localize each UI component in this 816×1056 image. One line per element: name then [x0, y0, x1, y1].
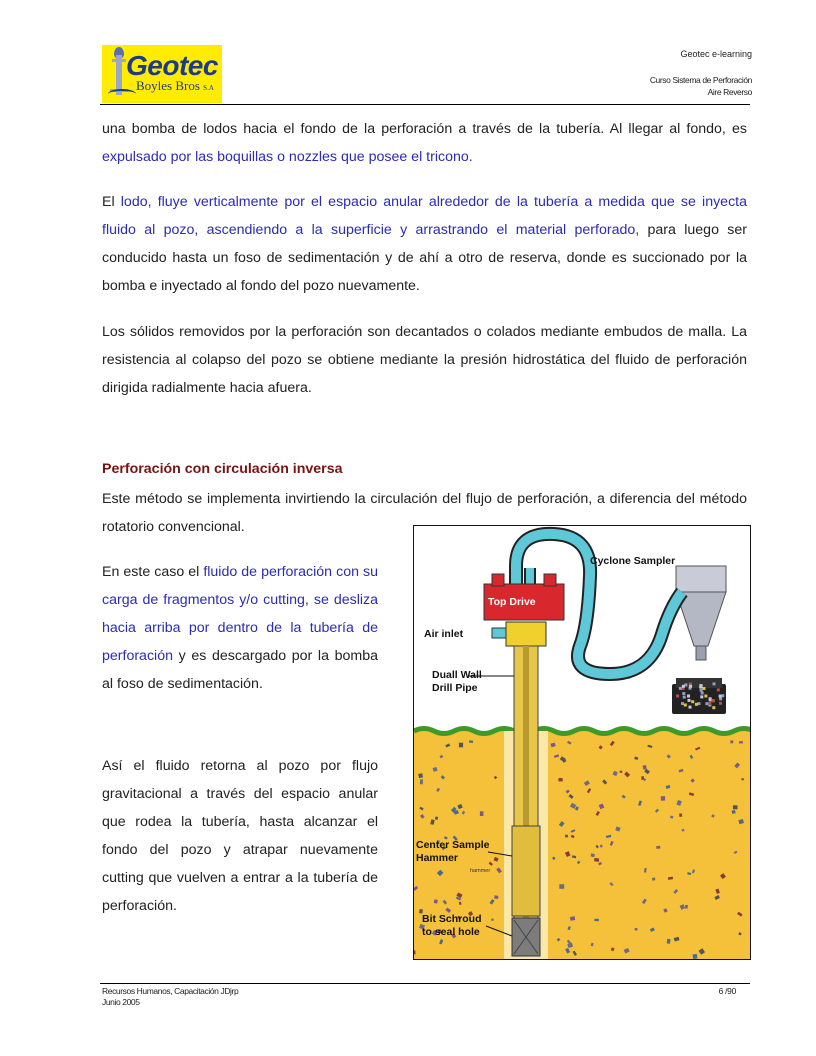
soil-fragment	[635, 928, 638, 931]
bucket-fragment	[700, 695, 703, 698]
soil-fragment	[494, 895, 498, 899]
footer-date: Junio 2005	[102, 997, 140, 1007]
soil-fragment	[565, 835, 568, 838]
bucket-fragment	[698, 702, 701, 705]
label-hammer-1: Center Sample	[416, 839, 490, 851]
paragraph-3: Los sólidos removidos por la perforación son decantados o colados mediante embudos de malla. La resistencia al colapso del pozo se obtiene mediante la presión hidrostática del fluido de perforación dirigida radialmente hacia afuera.	[102, 324, 747, 396]
bucket-fragment	[713, 682, 716, 685]
soil-fragment	[733, 805, 738, 809]
soil-fragment	[420, 779, 423, 784]
bucket-fragment	[676, 695, 679, 698]
paragraph-5: En este caso el fluido de perforación con su carga de fragmentos y/o cutting, se desliza hacia arriba por dentro de la tubería de perforación y es descargado por la bomba al foso de sedimentación.	[102, 564, 378, 692]
bucket-fragment	[691, 700, 694, 703]
bucket-fragment	[682, 685, 685, 688]
soil-fragment	[594, 919, 599, 922]
bucket-fragment	[717, 688, 720, 691]
bucket-fragment	[704, 695, 707, 698]
soil-fragment	[434, 899, 438, 903]
label-air-inlet: Air inlet	[424, 628, 464, 640]
soil-fragment	[741, 778, 743, 780]
center-sample-hammer	[512, 826, 540, 916]
bucket-fragment	[682, 692, 685, 695]
soil-fragment	[661, 796, 665, 801]
bucket-fragment	[681, 702, 684, 705]
soil-fragment	[679, 813, 682, 817]
header-info	[650, 48, 752, 98]
bucket-fragment	[719, 695, 722, 698]
soil-fragment	[685, 905, 688, 909]
header-topic: Aire Reverso	[707, 87, 752, 97]
paragraph-4: Este método se implementa invirtiendo la circulación del flujo de perforación, a diferencia del método rotatorio convencional.	[102, 491, 747, 535]
soil-fragment	[739, 741, 743, 743]
company-logo	[102, 45, 222, 103]
soil-fragment	[459, 743, 463, 748]
bucket-fragment	[708, 702, 711, 705]
label-bit-2: to seal hole	[422, 926, 480, 938]
label-pipe-2: Drill Pipe	[432, 682, 478, 694]
header-divider	[100, 104, 750, 105]
bucket-fragment	[687, 695, 690, 698]
label-hammer-2: Hammer	[416, 852, 459, 864]
bucket-fragment	[689, 706, 692, 709]
label-pipe-1: Duall Wall	[432, 669, 482, 681]
paragraph-1: una bomba de lodos hacia el fondo de la perforación a través de la tubería. Al llegar al fondo, es expulsado por las boquillas o nozzles que posee el tricono.	[102, 121, 747, 165]
soil-fragment	[667, 939, 671, 944]
soil-fragment	[656, 846, 660, 849]
bucket-fragment	[700, 685, 703, 688]
cyclone-outlet	[696, 646, 706, 660]
soil-fragment	[600, 845, 602, 848]
bucket-fragment	[711, 699, 714, 702]
logo-brand: Geotec	[126, 50, 218, 81]
soil-fragment	[693, 954, 698, 959]
label-hammer-small: hammer	[470, 868, 491, 874]
soil-fragment	[730, 740, 733, 743]
bucket-fragment	[705, 702, 708, 705]
bucket-fragment	[719, 702, 722, 705]
soil-fragment	[491, 919, 494, 921]
bucket-fragment	[700, 689, 703, 692]
bucket-fragment	[688, 699, 691, 702]
bucket-fragment	[684, 704, 687, 707]
bucket-fragment	[695, 703, 698, 706]
air-inlet-swivel	[506, 622, 546, 646]
cyclone-top	[676, 566, 726, 592]
section-heading: Perforación con circulación inversa	[102, 461, 343, 477]
logo-subtitle: Boyles Bros S.A	[136, 78, 214, 93]
reverse-circulation-diagram	[413, 525, 751, 960]
footer-left	[102, 986, 238, 1008]
bucket-fragment	[709, 697, 712, 700]
soil-fragment	[559, 884, 564, 889]
bucket-fragment	[701, 692, 704, 695]
wave-icon	[108, 89, 136, 99]
soil-fragment	[480, 811, 484, 816]
footer-department: Recursos Humanos, Capacitación JDjrp	[102, 986, 239, 996]
bucket-fragment	[689, 685, 692, 688]
label-bit-1: Bit Schroud	[422, 913, 482, 925]
soil-fragment	[418, 773, 423, 778]
bucket-fragment	[703, 687, 706, 690]
bucket-fragment	[721, 694, 724, 697]
bucket-fragment	[712, 706, 715, 709]
paragraph-6: Así el fluido retorna al pozo por flujo gravitacional a través del espacio anular que rodea la tubería, hasta alcanzar el fondo del pozo y atrapar nuevamente cutting que vuelven a entrar a la tubería de perforación.	[102, 758, 378, 914]
bucket-fragment	[719, 697, 722, 700]
label-top-drive: Top Drive	[488, 596, 536, 608]
soil-fragment	[620, 771, 623, 773]
bucket-fragment	[679, 687, 682, 690]
soil-fragment	[558, 778, 562, 782]
soil-fragment	[652, 877, 656, 880]
header-course: Curso Sistema de Perforación	[649, 75, 752, 85]
header-site: Geotec e-learning	[680, 49, 752, 59]
paragraph-2: El lodo, fluye verticalmente por el espacio anular alrededor de la tubería a medida que se inyecta fluido al pozo, ascendiendo a la superficie y arrastrando el material perforado, para luego ser conducido hasta un foso de sedimentación y de ahí a otro de reserva, donde es succionado por la bomba e inyectado al fondo del pozo nuevamente.	[102, 194, 748, 294]
soil-fragment	[594, 858, 599, 862]
bucket-fragment	[683, 696, 686, 699]
page-number: 6 /90	[718, 986, 736, 996]
footer-divider	[100, 983, 750, 984]
label-cyclone: Cyclone Sampler	[590, 555, 676, 567]
